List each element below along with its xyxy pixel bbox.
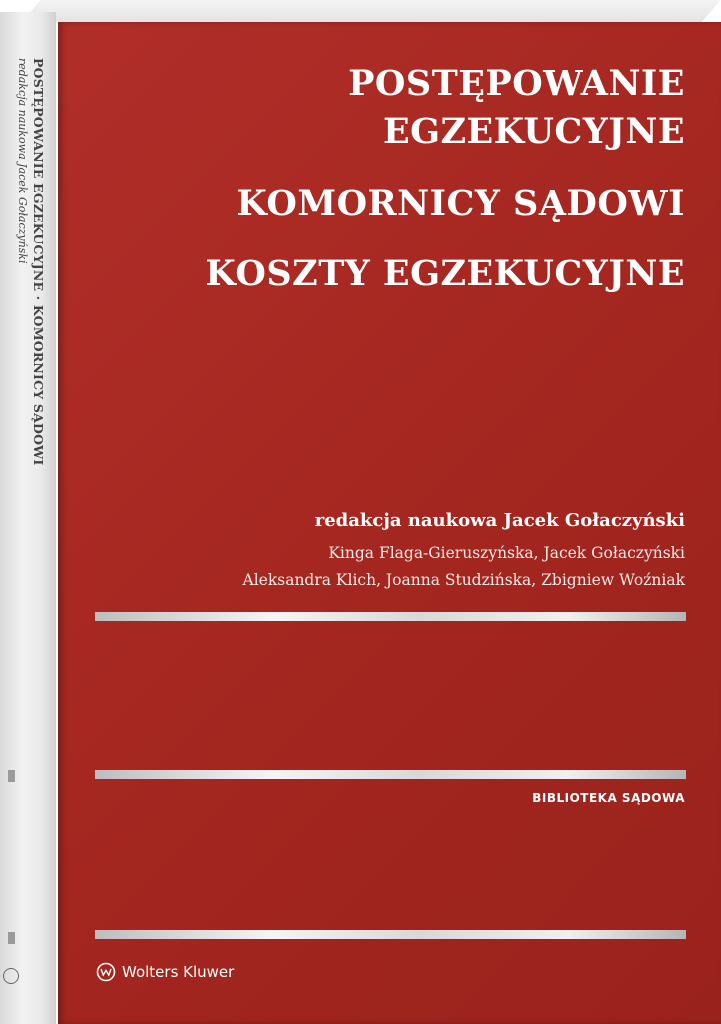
series-name: BIBLIOTEKA SĄDOWA — [532, 791, 685, 805]
title-line-2: EGZEKUCYJNE — [382, 111, 685, 152]
spine-title: POSTĘPOWANIE EGZEKUCYJNE · KOMORNICY SĄDOWI — [31, 58, 46, 466]
authors-line-2: Aleksandra Klich, Joanna Studzińska, Zbigniew Woźniak — [242, 571, 685, 589]
book-top-edge — [22, 0, 720, 22]
authors-line-1: Kinga Flaga-Gieruszyńska, Jacek Gołaczyński — [328, 544, 685, 562]
book-cover — [58, 22, 721, 1024]
spine-text — [16, 58, 46, 465]
spine-mark — [8, 770, 15, 782]
authors — [243, 540, 685, 594]
publisher — [96, 962, 234, 982]
wolters-kluwer-logo-icon — [96, 962, 116, 982]
spine-editor: redakcja naukowa Jacek Gołaczyński — [16, 58, 29, 264]
book-spine — [0, 12, 56, 1024]
subtitle-1: KOMORNICY SĄDOWI — [236, 183, 685, 224]
cover-title — [205, 60, 685, 298]
title-line-1: POSTĘPOWANIE — [348, 63, 685, 104]
subtitle-2: KOSZTY EGZEKUCYJNE — [205, 253, 685, 294]
publisher-name: Wolters Kluwer — [122, 963, 235, 981]
spine-mark — [8, 932, 15, 944]
silver-bar-2 — [95, 770, 686, 779]
editor-credit: redakcja naukowa Jacek Gołaczyński — [314, 510, 685, 531]
spine-logo-icon — [3, 968, 19, 984]
silver-bar-1 — [95, 612, 686, 621]
silver-bar-3 — [95, 930, 686, 939]
